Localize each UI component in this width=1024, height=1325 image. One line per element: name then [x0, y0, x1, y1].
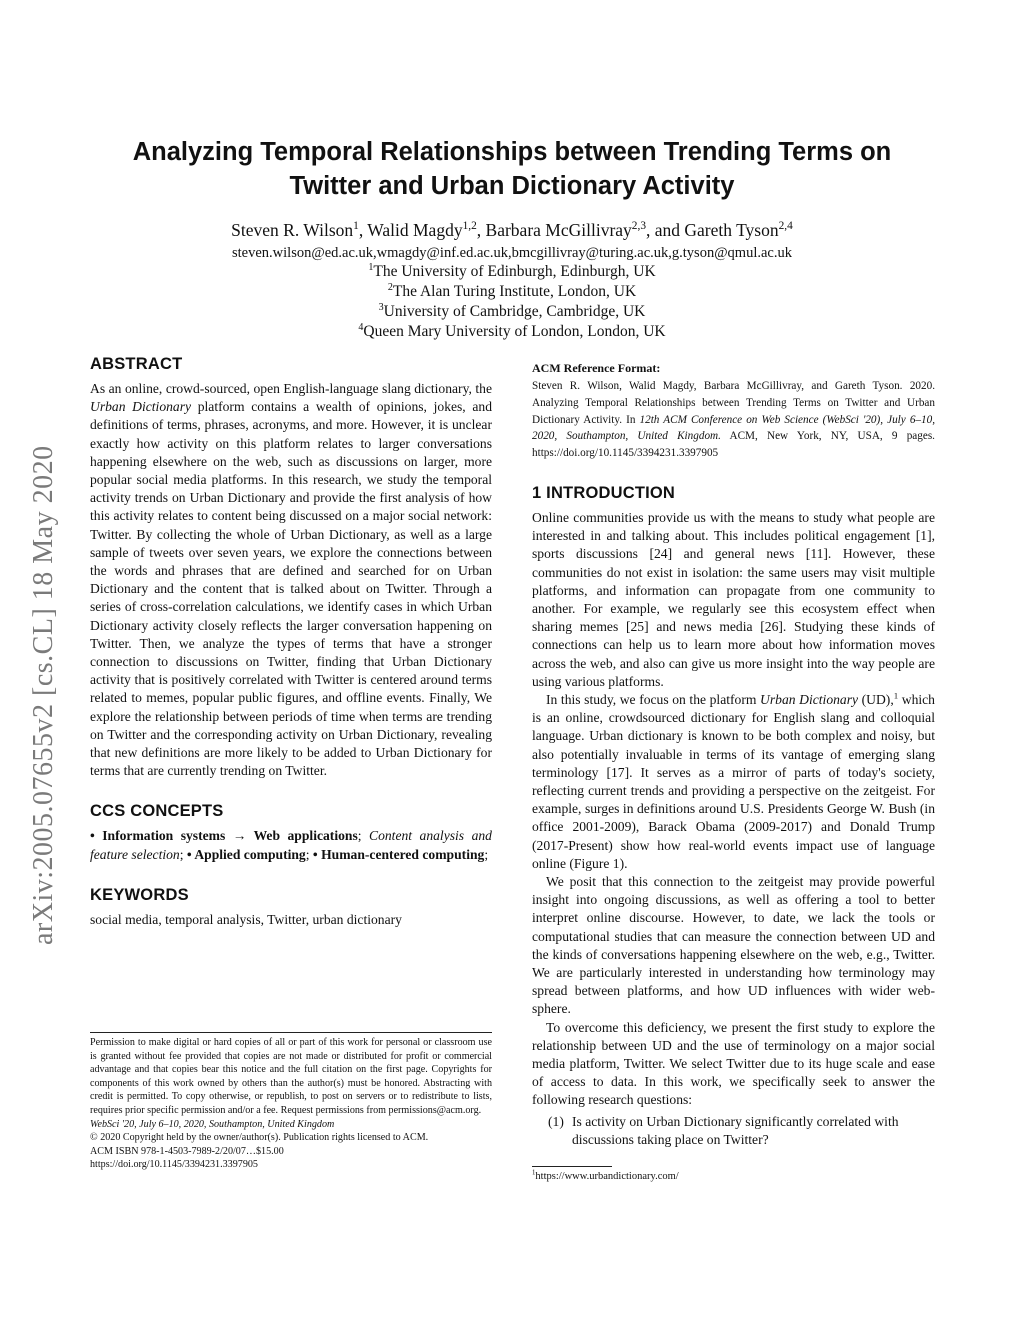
research-question-1	[532, 1113, 935, 1149]
permission-block	[90, 1036, 492, 1172]
doi-link[interactable]: https://doi.org/10.1145/3394231.3397905	[90, 1159, 258, 1171]
left-column	[90, 355, 492, 929]
author-name: Steven R. Wilson	[231, 220, 354, 240]
intro-paragraph-1: Online communities provide us with the means to study what people are interested in and talking about. This includes political engagement [1], sports discussions [24] and general news [11]. However, these communities do not exist in isolation: the same users may visit multiple platforms, and information can propagate from one community to another. For example, we regularly see this ecosystem effect when sharing memes [25] and news media [26]. Studying these kinds of connections can help us to learn more about how information moves across the web, and also can give us more insight into the way people are using various platforms.	[532, 509, 935, 689]
ccs-concept: Content analysis and feature selection	[90, 828, 492, 862]
permission-text: Permission to make digital or hard copies of all or part of this work for personal or classroom use is granted without fee provided that copies are not made or distributed for profit or commercial advantage and that copies bear this notice and the full citation on the first page. Copyrights for components of this work owned by others than the author(s) must be honored. Abstracting with credit is permitted. To copy otherwise, or republish, to post on servers or to redistribute to lists, requires prior specific permission and/or a fee. Request permissions from permissions@acm.org.	[90, 1037, 492, 1116]
keywords-heading: KEYWORDS	[90, 885, 189, 904]
ccs-separator: ;	[357, 828, 370, 844]
affiliation	[100, 302, 924, 322]
ccs-concept: • Information systems → Web applications	[90, 828, 358, 844]
affiliation	[100, 262, 924, 282]
affiliation-text: Queen Mary University of London, London, UK	[363, 323, 666, 340]
author-separator: ,	[358, 220, 368, 240]
abstract-heading: ABSTRACT	[90, 355, 183, 373]
author-name: Walid Magdy	[367, 220, 463, 240]
acm-reference-part: ACM, New York, NY, USA, 9 pages. https://doi.org/10.1145/3394231.3397905	[532, 430, 935, 460]
intro-paragraph-3: We posit that this connection to the zeitgeist may provide powerful insight into ongoing discussions, as well as offering a tool to better interpret online discourse. However, to date, we lack the tools or computational studies that can measure the connection between UD and the kinds of conversations happening elsewhere on the web, e.g., Twitter. We are particularly interested in understanding how terminology may spread between platforms, and how UD influences with wider web-sphere.	[532, 874, 935, 1017]
author-name: Gareth Tyson	[684, 220, 779, 240]
paper-title	[60, 135, 964, 203]
footnote	[532, 1170, 679, 1184]
ccs-concept: • Human-centered computing	[312, 846, 485, 862]
copyright-notice: © 2020 Copyright held by the owner/author(s). Publication rights licensed to ACM.	[90, 1132, 429, 1144]
affiliation-list	[100, 262, 924, 342]
intro-italic-term: Urban Dictionary	[760, 692, 859, 708]
abstract-text-part: platform contains a wealth of opinions, jokes, and definitions of terms, phrases, acronyms, and more. However, it is unclear exactly how activity on this platform relates to larger conversations happening elsewhere on the web, such as discussions on larger, more popular social media platforms. In this research, we study the temporal activity trends on Urban Dictionary and provide the first analysis of how this activity relates to content being discussed on a major social network: Twitter. By collecting the whole of Urban Dictionary, as well as a large sample of tweets over seven years, we explore the connections between the words and phrases that are defined and searched for on Urban Dictionary and the content that is talked about on Twitter. Through a series of cross-correlation calculations, we identify cases in which Urban Dictionary activity closely reflects the larger conversation happening on Twitter. Then, we analyze the types of terms that have a stronger connection to discussions on Twitter, finding that Urban Dictionary activity that is positively correlated with Twitter is centered around terms related to memes, popular public figures, and offline events. Finally, We explore the relationship between periods of time when terms are trending on Twitter and the corresponding activity on Urban Dictionary, revealing that new definitions are more likely to be added to Urban Dictionary for terms that are currently trending on Twitter.	[90, 399, 492, 779]
affiliation-mark: 2	[387, 281, 393, 293]
footnote-marker[interactable]: 1	[893, 690, 899, 701]
affiliation-mark: 3	[378, 301, 384, 313]
author-affil-mark: 1,2	[462, 220, 477, 233]
author-separator: , and	[646, 220, 685, 240]
ccs-heading: CCS CONCEPTS	[90, 802, 224, 821]
title-line-1: Analyzing Temporal Relationships between Trending Terms on	[132, 138, 892, 166]
author-affil-mark: 2,3	[631, 220, 646, 233]
title-line-2: Twitter and Urban Dictionary Activity	[289, 172, 735, 200]
author-separator: ,	[476, 220, 486, 240]
abstract-text-part: As an online, crowd-sourced, open English-language slang dictionary, the	[90, 381, 492, 396]
author-affil-mark: 2,4	[778, 220, 793, 233]
affiliation-text: The Alan Turing Institute, London, UK	[392, 283, 637, 300]
ccs-separator: ;	[305, 846, 313, 862]
isbn: ACM ISBN 978-1-4503-7989-2/20/07…$15.00	[90, 1145, 284, 1157]
ccs-separator: ;	[484, 846, 489, 862]
research-question-number: (1)	[548, 1113, 564, 1129]
conference-venue: WebSci '20, July 6–10, 2020, Southampton, United Kingdom	[90, 1118, 335, 1130]
permission-divider	[90, 1032, 492, 1033]
author-list	[100, 218, 924, 242]
author-affil-mark: 1	[353, 220, 359, 233]
acm-reference-venue: 12th ACM Conference on Web Science (WebSci '20), July 6–10, 2020, Southampton, United Kingdom.	[532, 413, 935, 443]
acm-reference-text	[532, 378, 935, 462]
acm-reference-part: Steven R. Wilson, Walid Magdy, Barbara McGillivray, and Gareth Tyson. 2020. Analyzing Temporal Relationships between Trending Terms on Twitter and Urban Dictionary Activity. In	[532, 380, 935, 426]
introduction-heading: 1 INTRODUCTION	[532, 483, 676, 502]
ccs-concepts	[90, 827, 492, 863]
affiliation-mark: 1	[368, 261, 374, 273]
intro-text-part: In this study, we focus on the platform	[546, 692, 761, 708]
intro-text-part: (UD),	[858, 692, 894, 708]
intro-paragraph-4: To overcome this deficiency, we present the first study to explore the relationship between UD and the use of terminology on a major social media platform, Twitter. We select Twitter due to its huge scale and ease of access to data. In this work, we specifically seek to answer the following research questions:	[532, 1019, 935, 1108]
abstract-italic-term: Urban Dictionary	[90, 399, 192, 415]
arxiv-identifier: arXiv:2005.07655v2 [cs.CL] 18 May 2020	[28, 445, 59, 945]
footnote-number: 1	[532, 1169, 536, 1177]
footnote-url[interactable]: https://www.urbandictionary.com/	[535, 1171, 679, 1182]
affiliation-mark: 4	[358, 321, 364, 333]
footnote-divider	[532, 1166, 612, 1167]
affiliation	[100, 322, 924, 342]
right-column	[532, 355, 935, 1149]
abstract-text	[90, 380, 492, 780]
affiliation-text: University of Cambridge, Cambridge, UK	[383, 303, 646, 320]
intro-text-part: which is an online, crowdsourced dictionary for English slang and colloquial language. Urban dictionary is known to be both complex and noisy, but also potentially invaluable in terms of its vantage of emerging slang terminology [17]. It serves as a mirror of parts of today's society, reflecting current trends and providing a perspective on the zeitgeist. For example, surges in definitions around U.S. Presidents George W. Bush (in office 2001-2009), Barack Obama (2009-2017) and Donald Trump (2017-Present) show how real-world events impact use of language online (Figure 1).	[532, 692, 935, 871]
affiliation-text: The University of Edinburgh, Edinburgh, UK	[373, 263, 656, 280]
ccs-concept: • Applied computing	[186, 846, 306, 862]
keywords-text: social media, temporal analysis, Twitter, urban dictionary	[90, 911, 402, 927]
affiliation	[100, 282, 924, 302]
author-name: Barbara McGillivray	[485, 220, 632, 240]
author-emails: steven.wilson@ed.ac.uk,wmagdy@inf.ed.ac.uk,bmcgillivray@turing.ac.uk,g.tyson@qmul.ac.uk	[232, 245, 792, 261]
intro-paragraph-2	[532, 691, 935, 873]
acm-reference-heading: ACM Reference Format:	[532, 361, 661, 375]
ccs-separator: ;	[179, 846, 187, 862]
research-question-text: Is activity on Urban Dictionary significantly correlated with discussions taking place on Twitter?	[572, 1113, 899, 1147]
